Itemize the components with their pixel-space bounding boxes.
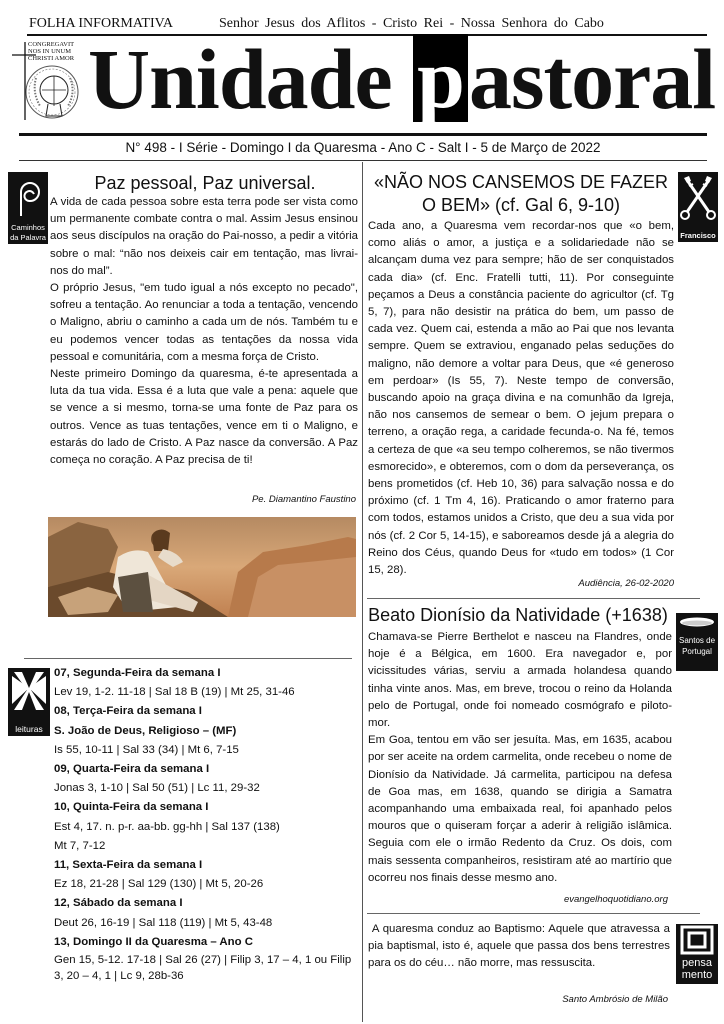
nested-squares-icon xyxy=(676,924,718,956)
reading-refs: Jonas 3, 1-10 | Sal 50 (51) | Lc 11, 29-32 xyxy=(54,782,260,795)
badge-label: Francisco xyxy=(680,231,716,240)
reading-refs: Est 4, 17. n. p-r. aa-bb. gg-hh | Sal 137 (138) xyxy=(54,820,280,833)
thought-signature: Santo Ambrósio de Milão xyxy=(562,994,668,1005)
article-body xyxy=(368,629,672,887)
reading-day: 12, Sábado da semana I xyxy=(54,897,183,910)
reading-refs: Lev 19, 1-2. 11-18 | Sal 18 B (19) | Mt 25, 31-46 xyxy=(54,686,295,699)
caminhos-da-palavra-badge xyxy=(8,172,48,244)
reading-day: 10, Quinta-Feira da semana I xyxy=(54,801,209,814)
divider xyxy=(367,913,700,914)
reading-day: 13, Domingo II da Quaresma – Ano C xyxy=(54,935,253,948)
crossed-keys-icon xyxy=(678,172,718,226)
article-body xyxy=(368,218,674,579)
paragraph: Cada ano, a Quaresma vem recordar-nos que «o bem, como aliás o amor, a justiça e a solidariedade não se alcançam duma vez para sempre; hão de ser conquistados cada dia» (cf. Enc. Fratelli tutti, 11). Por conseguinte peçamos a Deus a constância paciente do agricultor (cf. Tg 5, 7), para não desistir na prática do bem, um passo de cada vez. Quem cai, estenda a mão ao Pai que nos levanta sempre. Quem se extraviou, enganado pelas seduções do maligno, não demore a voltar para Deus, que «é generoso em perdoar» (Is 55, 7). Neste tempo de conversão, buscando apoio na graça divina e na comunhão da Igreja, não nos cansemos de semear o bem. O jejum prepara o terreno, a oração rega, a caridade fecunda-o. Na fé, temos a certeza de que «a seu tempo colheremos, se não tivermos esmorecido», e obteremos, com o dom da perseverança, os bens prometidos (cf. Heb 10, 36) para salvação nossa e do próximo (cf. 1 Tm 4, 16). Praticando o amor fraterno para com todos, estamos unidos a Cristo, que deu a sua vida por nós (cf. 2 Cor 5, 14-15), e saboreamos desde já a alegria do Reino dos Céus, quando Deus for «tudo em todos» (1 Cor 15, 28). xyxy=(368,220,674,577)
motto-line: NOS IN UNUM xyxy=(28,48,71,55)
article-title: «NÃO NOS CANSEMOS DE FAZER O BEM» (cf. Gal 6, 9-10) xyxy=(373,172,669,215)
badge-label-line: pensa xyxy=(682,957,712,969)
parishes-label: Senhor Jesus dos Aflitos - Cristo Rei - Nossa Senhora do Cabo xyxy=(219,16,604,31)
pensamento-badge xyxy=(676,924,718,984)
reading-day: 11, Sexta-Feira da semana I xyxy=(54,859,203,872)
divider xyxy=(19,160,707,161)
motto-line: CONGREGAVIT xyxy=(28,41,75,48)
issue-line: N° 498 - I Série - Domingo I da Quaresma - Ano C - Salt I - 5 de Março de 2022 xyxy=(125,140,601,155)
badge-label: leituras xyxy=(15,724,43,734)
reading-refs: Ez 18, 21-28 | Sal 129 (130) | Mt 5, 20-26 xyxy=(54,878,264,891)
article-signature: Pe. Diamantino Faustino xyxy=(251,494,356,505)
badge-label-line: mento xyxy=(681,969,713,981)
paragraph: A vida de cada pessoa sobre esta terra pode ser vista como um permanente combate contra o mal. Assim Jesus ensinou aos seus discípulos na oração do Pai-nosso, a pedir a vitória sobre o mal: “não nos deixeis cair em tentação, mas livrai-nos do mal”. xyxy=(50,196,358,277)
jesus-praying-image xyxy=(48,517,356,617)
image-illustration xyxy=(48,517,356,617)
badge-label: Caminhos da Palavra xyxy=(10,223,46,242)
paragraph: A quaresma conduz ao Baptismo: Aquele que atravessa a pia baptismal, isto é, aquele que passa dos bens terrestres para os do céu… não morre, mas ressuscita. xyxy=(368,923,674,970)
article-signature: Audiência, 26-02-2020 xyxy=(578,578,674,589)
badge-label xyxy=(676,957,718,981)
article-title: Paz pessoal, Paz universal. xyxy=(94,173,316,193)
paragraph: O próprio Jesus, "em tudo igual a nós excepto no pecado", sofreu a tentação. Ao renunciar a toda a tentação, vencendo o Maligno, abriu o caminho a cada um de nós. Também tu e eu podemos vencer todas as tentações da nossa vida pessoal e comunitária, com a mesma força de Cristo. xyxy=(50,282,358,363)
santos-de-portugal-badge xyxy=(676,613,718,671)
reading-refs: Deut 26, 16-19 | Sal 118 (119) | Mt 5, 43-48 xyxy=(54,916,273,929)
thought-text xyxy=(368,921,674,973)
newsletter-title xyxy=(88,30,716,127)
readings-list xyxy=(54,664,356,984)
folha-informativa-label: FOLHA INFORMATIVA xyxy=(29,16,174,31)
reading-refs: Mt 7, 7-12 xyxy=(54,839,106,852)
logo-motto xyxy=(28,41,74,62)
badge-label: Santos de Portugal xyxy=(678,636,716,656)
paragraph: Chamava-se Pierre Berthelot e nasceu na Flandres, onde hoje é a Bélgica, em 1600. Era navegador e, por vicissitudes várias, serviu a armada holandesa quando tinha vinte anos. Mas, em breve, trocou o reino da Holanda pelo de Portugal, onde foi nomeado cosmógrafo e piloto-mor. xyxy=(368,631,672,730)
title-part-astoral: astoral xyxy=(469,31,716,127)
divider xyxy=(19,133,707,136)
motto-line: CHRISTI AMOR xyxy=(28,55,75,62)
leituras-badge xyxy=(8,668,50,736)
francisco-badge xyxy=(678,172,718,242)
paragraph: Neste primeiro Domingo da quaresma, é-te apresentada a luta da tua vida. Essa é a luta que vale a pena: aquele que se vence a si mesmo, torna-se uma fonte de Paz para os outros. Vence as tuas tentações, vence em ti o Maligno, e estarás do lado de Cristo. A Paz nasce da conversão. A Paz começa no coração. A Paz precisa de ti! xyxy=(50,368,358,467)
reading-refs: Is 55, 10-11 | Sal 33 (34) | Mt 6, 7-15 xyxy=(54,743,239,756)
title-part-unidade: Unidade xyxy=(88,31,392,127)
reading-day: 09, Quarta-Feira da semana I xyxy=(54,763,210,776)
spiral-icon xyxy=(8,172,48,220)
divider xyxy=(367,598,700,599)
halo-icon xyxy=(676,613,718,631)
paragraph: Em Goa, tentou em vão ser jesuíta. Mas, em 1635, acabou por ser aceite na ordem carmelita, onde recebeu o nome de Dionísio da Natividade. Já carmelita, participou na defesa de Goa mas, em 1638, quando se dirigia a Samatra acompanhando uma embaixada real, foi apanhado pelos mouros que o quiseram forçar a aderir à religião islâmica. Seguia com ele o irmão Redento da Cruz. Os dois, com mais sessenta companheiros, resistiram até ao martírio que ocorreu nos finais desse mesmo ano. xyxy=(368,734,672,884)
reading-day: 08, Terça-Feira da semana I xyxy=(54,705,202,718)
reading-day: 07, Segunda-Feira da semana I xyxy=(54,667,221,679)
reading-refs: Gen 15, 5-12. 17-18 | Sal 26 (27) | Filip 3, 17 – 4, 1 ou Filip 3, 20 – 4, 1 | Lc 9, 28b-36 xyxy=(54,954,352,983)
article-body xyxy=(50,194,358,469)
reading-feast: S. João de Deus, Religioso – (MF) xyxy=(54,724,237,737)
article-signature: evangelhoquotidiano.org xyxy=(563,894,668,905)
maltese-cross-icon xyxy=(8,668,50,718)
article-title: Beato Dionísio da Natividade (+1638) xyxy=(368,605,668,625)
divider xyxy=(24,658,352,659)
title-highlight-p: p xyxy=(413,34,468,122)
column-divider xyxy=(362,162,363,1022)
